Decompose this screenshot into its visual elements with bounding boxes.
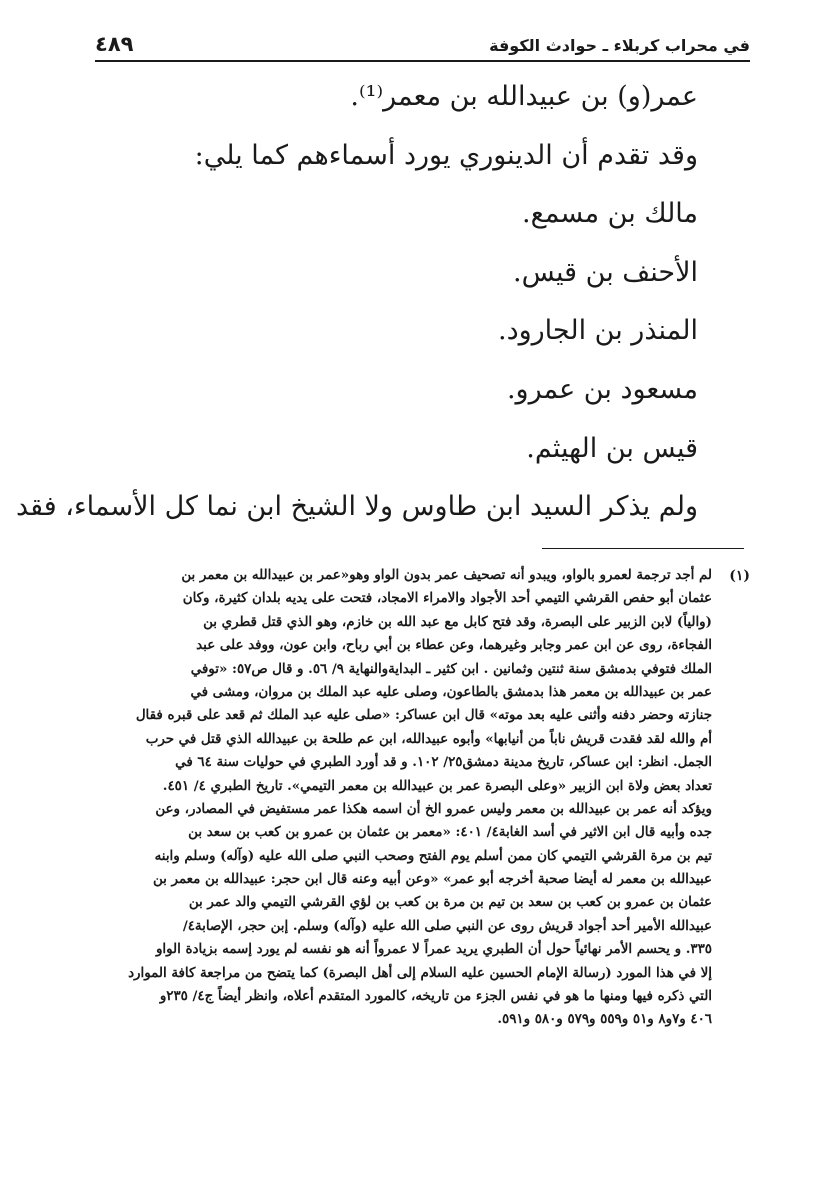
footnote-text — [95, 564, 712, 1032]
footnote-line: تعداد بعض ولاة ابن الزبير «وعلى البصرة عمر بن عبيدالله بن معمر التيمي». تاريخ الطبري ٤/ ٤٥١. — [162, 777, 712, 794]
footnote-line: الجمل. انظر: ابن عساكر، تاريخ مدينة دمشق٢٥/ ١٠٢. و قد أورد الطبري في حوليات سنة ٦٤ في — [175, 754, 712, 771]
footnote-line: الفجاءة، روى عن ابن عمر وجابر وغيرهما، وعن عطاء بن أبي رباح، وابن عون، ووفد على عبد — [196, 637, 712, 654]
footnote-line: ٤٠٦ و٧و٨ و٥١ و٥٥٩ و٥٧٩ و٥٨٠ و٥٩١. — [497, 1011, 712, 1028]
main-text — [15, 68, 698, 537]
footnote-line: إلا في هذا المورد (رسالة الإمام الحسين عليه السلام إلى أهل البصرة) كما يتضح من مراجعة كافة الموارد — [128, 964, 712, 981]
footnote-line: عبيدالله بن معمر له أيضا صحبة أخرجه أبو عمر» «وعن أبيه وعنه قال ابن حجر: عبيدالله بن معمر بن — [152, 871, 712, 888]
main-text-line: عمر(و) بن عبيدالله بن معمر⁽¹⁾. — [350, 81, 698, 112]
running-header — [95, 30, 750, 62]
main-text-line: المنذر بن الجارود. — [498, 315, 698, 347]
main-text-line: مسعود بن عمرو. — [506, 373, 698, 405]
footnote-line: التي ذكره فيها ومنها ما هو في نفس الجزء من تاريخه، كالمورد المتقدم أعلاه، وانظر أيضاً ج٤/ ٢٣٥و — [159, 988, 712, 1005]
footnote-line: أم والله لقد فقدت قريش ناباً من أنيابها» وأبوه عبيدالله، ابن عم طلحة بن عبيدالله الذي قتل في حرب — [145, 730, 712, 747]
page-number: ٤٨٩ — [95, 32, 134, 56]
footnote-line: لم أجد ترجمة لعمرو بالواو، ويبدو أنه تصحيف عمر بدون الواو وهو«عمر بن عبيدالله بن معمر بن — [181, 567, 712, 583]
main-text-line: ولم يذكر السيد ابن طاوس ولا الشيخ ابن نما كل الأسماء، فقد — [15, 491, 698, 523]
footnote-line: (والياً) لابن الزبير على البصرة، وقد فتح كابل مع عبد الله بن خازم، وهو الذي قتل قطري بن — [203, 613, 712, 630]
footnote-line: جنازته وحضر دفنه وأثنى عليه بعد موته» قال ابن عساكر: «صلى عليه عبد الملك ثم قعد على قبره فقال — [135, 707, 712, 724]
chapter-title: في محراب كربلاء ـ حوادث الكوفة — [489, 36, 750, 55]
main-text-line: مالك بن مسمع. — [521, 198, 698, 230]
footnote-line: ويؤكد أنه عمر بن عبيدالله بن معمر وليس عمرو الخ أن اسمه هكذا عمر مستفيض في المصادر، وعن — [155, 800, 712, 817]
main-text-line: وقد تقدم أن الدينوري يورد أسماءهم كما يلي: — [194, 139, 698, 171]
footnote-line: جده وأبيه قال ابن الاثير في أسد الغابة٤/ ٤٠١: «معمر بن عثمان بن عمرو بن كعب بن سعد بن — [188, 824, 712, 841]
footnote-line: عثمان بن عمرو بن كعب بن سعد بن تيم بن مرة بن كعب بن لؤي القرشي التيمي والد عمر بن — [188, 894, 712, 911]
footnote-divider — [542, 548, 744, 549]
footnote-line: الملك فتوفي بدمشق سنة ثنتين وثمانين . ابن كثير ـ البدايةوالنهاية ٩/ ٥٦. و قال ص٥٧: «توفي — [190, 660, 712, 677]
footnote-line: ٣٣٥. و يحسم الأمر نهائياً حول أن الطبري يريد عمراً لا عمرواً أنه هو نفسه لم يورد إسمه بزيادة الواو — [155, 941, 712, 958]
footnote-marker: (١) — [729, 568, 750, 584]
footnote-line: تيم بن مرة القرشي التيمي كان ممن أسلم يوم الفتح وصحب النبي صلى الله عليه (وآله) وسلم وابنه — [154, 847, 712, 864]
footnote-line: عمر بن عبيدالله بن معمر هذا بدمشق بالطاعون، وصلى عليه عبد الملك بن مروان، ومشى في — [190, 683, 712, 700]
main-text-line: قيس بن الهيثم. — [526, 432, 698, 464]
footnote-line: عثمان أبو حفص القرشي التيمي أحد الأجواد والامراء الامجاد، فتحت على يديه بلدان كثيرة، وكان — [182, 590, 712, 607]
footnote-line: عبيدالله الأمير أحد أجواد قريش روى عن النبي صلى الله عليه (وآله) وسلم. إبن حجر، الإصابة٤/ — [182, 917, 712, 934]
main-text-line: الأحنف بن قيس. — [513, 256, 698, 288]
